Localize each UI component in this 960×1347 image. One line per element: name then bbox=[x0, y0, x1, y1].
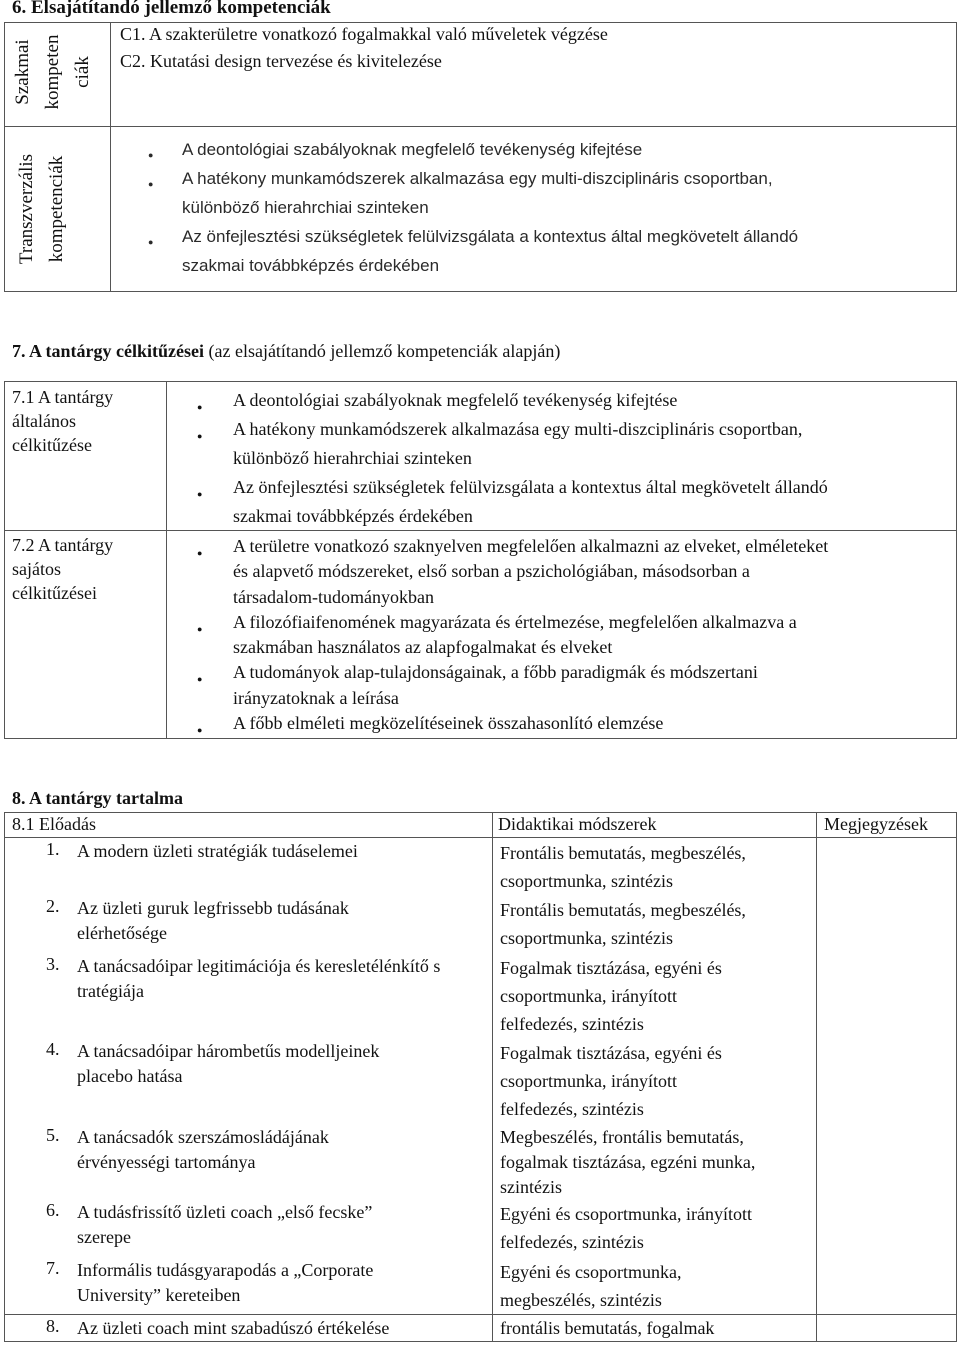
general-objectives-list bbox=[233, 386, 828, 531]
specific-objectives-list bbox=[233, 534, 828, 736]
row-number: 5. bbox=[46, 1125, 60, 1145]
list-item: ● A hatékony munkamódszerek alkalmazása egy multi-diszciplináris csoportban, különböző hierahrchiai szinteken bbox=[233, 415, 828, 473]
transversal-competences-list bbox=[182, 135, 798, 280]
row-method: Fogalmak tisztázása, egyéni és csoportmunka, irányított felfedezés, szintézis bbox=[500, 958, 722, 1034]
specific-objectives-label: 7.2 A tantárgy sajátos célkitűzései bbox=[12, 535, 114, 603]
transversal-competences-label: Transzverzális kompetenciák bbox=[16, 153, 67, 265]
list-item: ● Az önfejlesztési szükségletek felülvizsgálata a kontextus által megkövetelt állandó szakmai továbbképzés érdekében bbox=[233, 473, 828, 531]
professional-competences-list bbox=[120, 21, 608, 75]
row-number: 1. bbox=[46, 839, 60, 859]
list-item: ● Az önfejlesztési szükségletek felülvizsgálata a kontextus által megkövetelt állandó szakmai továbbképzés érdekében bbox=[182, 222, 798, 280]
list-item: ● A deontológiai szabályoknak megfelelő tevékenység kifejtése bbox=[182, 135, 798, 164]
row-number: 4. bbox=[46, 1039, 60, 1059]
professional-competences-label: Szakmai kompeten ciák bbox=[12, 34, 93, 110]
general-objective-label: 7.1 A tantárgy általános célkitűzése bbox=[12, 387, 114, 455]
list-item: ● A tudományok alap-tulajdonságainak, a főbb paradigmák és módszertani irányzatoknak a leírása bbox=[233, 660, 828, 711]
row-number: 2. bbox=[46, 896, 60, 916]
row-topic: A tanácsadóipar legitimációja és keresletélénkítő stratégiája bbox=[77, 956, 441, 1001]
section8-heading: 8. A tantárgy tartalma bbox=[12, 788, 183, 808]
row-topic: A tudásfrissítő üzleti coach „első fecske” szerepe bbox=[77, 1202, 373, 1247]
competence-c1: C1. A szakterületre vonatkozó fogalmakkal való műveletek végzése bbox=[120, 24, 608, 44]
section6-heading: 6. Elsajátítandó jellemző kompetenciák bbox=[12, 0, 331, 18]
list-item: ● A deontológiai szabályoknak megfelelő tevékenység kifejtése bbox=[233, 386, 828, 415]
row-number: 8. bbox=[46, 1316, 60, 1336]
row-topic: A tanácsadók szerszámosládájának érvényességi tartománya bbox=[77, 1127, 329, 1172]
row-method: Egyéni és csoportmunka, irányított felfedezés, szintézis bbox=[500, 1204, 752, 1252]
row-topic: Informális tudásgyarapodás a „Corporate University” kereteiben bbox=[77, 1260, 374, 1305]
row-topic: Az üzleti guruk legfrissebb tudásának elérhetősége bbox=[77, 898, 349, 943]
row-method: Frontális bemutatás, megbeszélés, csoportmunka, szintézis bbox=[500, 900, 746, 948]
list-item: ● A területre vonatkozó szaknyelven megfelelően alkalmazni az elveket, elméleteket és alapvető módszereket, első sorban a pszichológiában, másodsorban a társadalom-tudományokban bbox=[233, 534, 828, 610]
col-header-notes: Megjegyzések bbox=[824, 814, 928, 834]
list-item: ● A filozófiaifenomének magyarázata és értelmezése, megfelelően alkalmazva a szakmában használatos az alapfogalmakat és elveket bbox=[233, 610, 828, 661]
col-header-lecture: 8.1 Előadás bbox=[12, 814, 96, 834]
competence-c2: C2. Kutatási design tervezése és kivitelezése bbox=[120, 51, 442, 71]
row-method: Egyéni és csoportmunka, megbeszélés, szintézis bbox=[500, 1262, 682, 1310]
row-number: 7. bbox=[46, 1258, 60, 1278]
row-method: frontális bemutatás, fogalmak bbox=[500, 1318, 715, 1338]
row-method: Fogalmak tisztázása, egyéni és csoportmunka, irányított felfedezés, szintézis bbox=[500, 1043, 722, 1119]
section7-heading: 7. A tantárgy célkitűzései (az elsajátítandó jellemző kompetenciák alapján) bbox=[12, 341, 561, 361]
row-topic: A tanácsadóipar hárombetűs modelljeinek placebo hatása bbox=[77, 1041, 380, 1086]
row-topic: A modern üzleti stratégiák tudáselemei bbox=[77, 841, 358, 861]
row-topic: Az üzleti coach mint szabadúszó értékelése bbox=[77, 1318, 390, 1338]
row-number: 6. bbox=[46, 1200, 60, 1220]
col-header-methods: Didaktikai módszerek bbox=[498, 814, 657, 834]
row-method: Megbeszélés, frontális bemutatás, fogalmak tisztázása, egzéni munka, szintézis bbox=[500, 1127, 756, 1197]
list-item: ● A főbb elméleti megközelítéseinek összahasonlító elemzése bbox=[233, 711, 828, 736]
row-number: 3. bbox=[46, 954, 60, 974]
list-item: ● A hatékony munkamódszerek alkalmazása egy multi-diszciplináris csoportban, különböző hierahrchiai szinteken bbox=[182, 164, 798, 222]
row-method: Frontális bemutatás, megbeszélés, csoportmunka, szintézis bbox=[500, 843, 746, 891]
